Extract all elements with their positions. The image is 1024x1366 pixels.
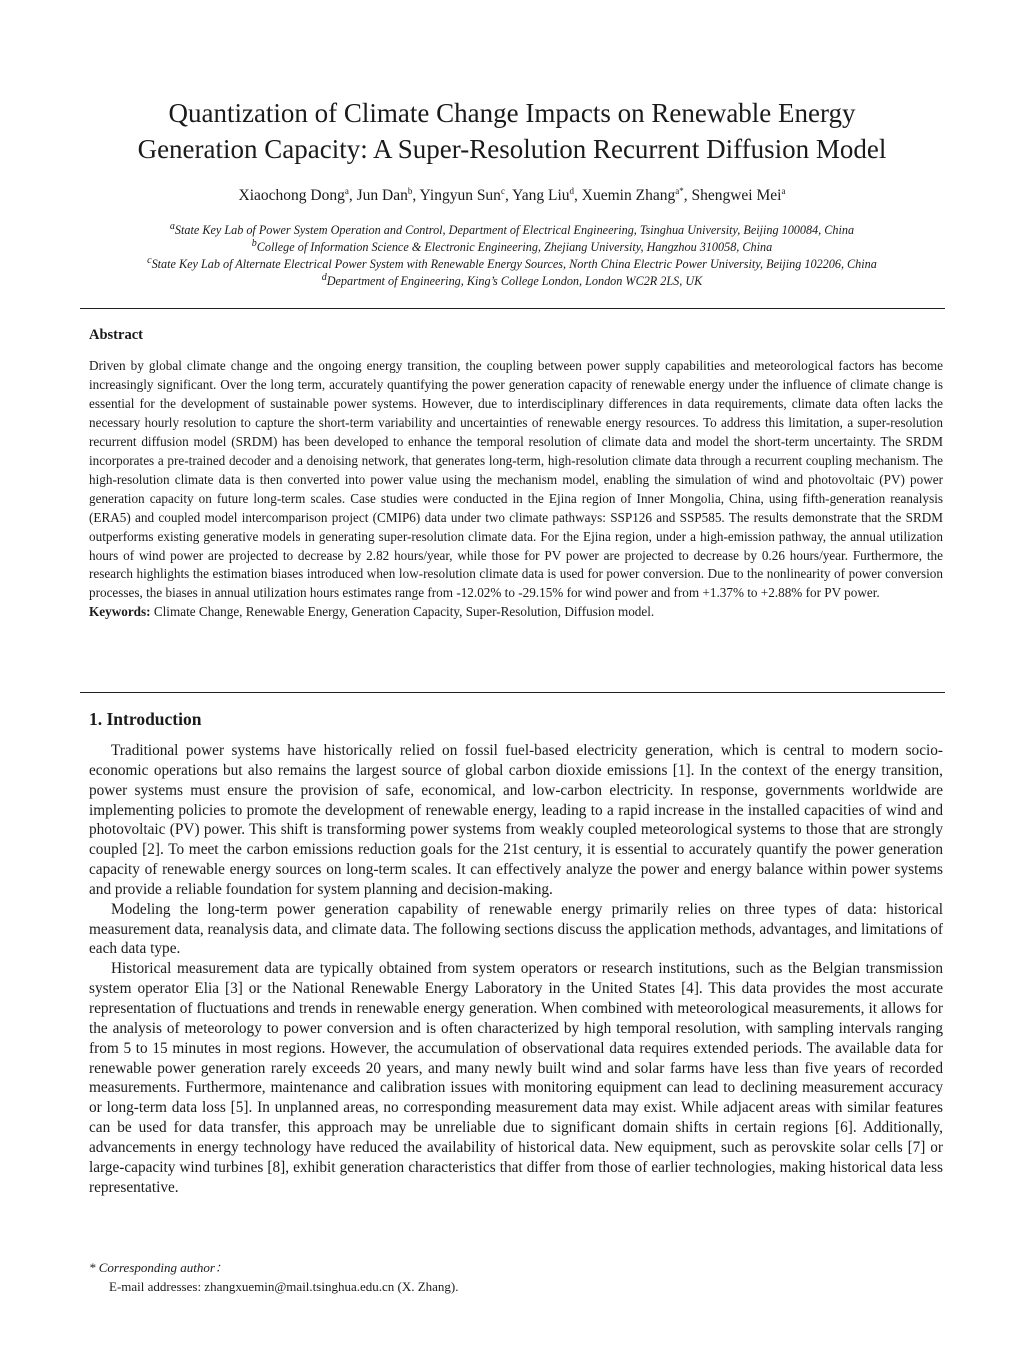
author: Yingyun Sun$^c$, [419, 185, 513, 204]
title-line-2: Generation Capacity: A Super-Resolution Recurrent Diffusion Model [137, 134, 887, 164]
footnote [89, 1258, 459, 1296]
keywords-line [89, 603, 943, 622]
affiliation-c: $^c$State Key Lab of Alternate Electrical Power System with Renewable Energy Sources, North China Electric Power University, Beijing 102206, China [147, 254, 877, 271]
paper-title [60, 95, 964, 167]
footnote-email: E-mail addresses: zhangxuemin@mail.tsinghua.edu.cn (X. Zhang). [109, 1279, 459, 1294]
footnote-label: * Corresponding author： [89, 1260, 228, 1275]
author: Xiaochong Dong$^a$, [238, 185, 357, 204]
affiliation-d: $^d$Department of Engineering, King’s College London, London WC2R 2LS, UK [321, 271, 703, 288]
section-heading-introduction: 1. Introduction [89, 709, 202, 729]
affiliation-b: $^b$College of Information Science & Electronic Engineering, Zhejiang University, Hangzhou 310058, China [251, 237, 773, 254]
author: Jun Dan$^b$, [356, 185, 420, 204]
author: Xuemin Zhang$^{a*}$, [581, 185, 692, 204]
abstract-heading: Abstract [89, 327, 143, 343]
author: Yang Liu$^d$, [512, 185, 582, 204]
divider-top [80, 308, 945, 309]
intro-paragraph: Modeling the long-term power generation capability of renewable energy primarily relies on three types of data: historical measurement data, reanalysis data, and climate data. The following sections discuss the application methods, advantages, and limitations of each data type. [89, 900, 943, 958]
intro-paragraph: Traditional power systems have historically relied on fossil fuel-based electricity generation, which is central to modern socio-economic operations but also remains the largest source of global carbon dioxide emissions [1]. In the context of the energy transition, power systems must ensure the provision of safe, economical, and low-carbon electricity. In response, governments worldwide are implementing policies to promote the development of renewable energy, leading to a rapid increase in the installed capacities of wind and photovoltaic (PV) power. This shift is transforming power systems from weakly coupled meteorological systems to those that are strongly coupled [2]. To meet the carbon emissions reduction goals for the 21st century, it is essential to accurately quantify the power generation capacity of renewable energy sources on long-term scales. It can effectively analyze the power and energy balance within power systems and provide a reliable foundation for system planning and decision-making. [89, 742, 943, 898]
intro-paragraph: Historical measurement data are typically obtained from system operators or research institutions, such as the Belgian transmission system operator Elia [3] or the National Renewable Energy Laboratory in the United States [4]. This data provides the most accurate representation of fluctuations and trends in renewable energy generation. When combined with meteorological measurements, it allows for the analysis of meteorology to power conversion and is often characterized by high temporal resolution, with sampling intervals ranging from 5 to 15 minutes in most regions. However, the accumulation of observational data requires extended periods. The available data for renewable power generation rarely exceeds 20 years, and many newly built wind and solar farms have less than five years of recorded measurements. Furthermore, maintenance and calibration issues with monitoring equipment can lead to declining measurement accuracy or long-term data loss [5]. In unplanned areas, no corresponding measurement data may exist. While adjacent areas with similar features can be used for data transfer, this approach may be unreliable due to significant domain shifts in certain regions [6]. Additionally, advancements in energy technology have reduced the availability of historical data. New equipment, such as perovskite solar cells [7] or large-capacity wind turbines [8], exhibit generation characteristics that differ from those of earlier technologies, making historical data less representative. [89, 960, 943, 1196]
introduction-body [89, 741, 943, 1197]
affiliations [40, 222, 984, 290]
divider-bottom [80, 692, 945, 693]
abstract-body [89, 357, 943, 622]
author-list [60, 186, 964, 206]
title-line-1: Quantization of Climate Change Impacts on Renewable Energy [168, 98, 856, 128]
abstract-text: Driven by global climate change and the ongoing energy transition, the coupling between power supply capabilities and meteorological factors has become increasingly significant. Over the long term, accurately quantifying the power generation capacity of renewable energy under the influence of climate change is essential for the development of sustainable power systems. However, due to interdisciplinary differences in data requirements, climate data often lacks the necessary hourly resolution to capture the short-term variability and uncertainties of renewable energy resources. To address this limitation, a super-resolution recurrent diffusion model (SRDM) has been developed to enhance the temporal resolution of climate data and model the short-term uncertainty. The SRDM incorporates a pre-trained decoder and a denoising network, that generates long-term, high-resolution climate data through a recurrent coupling mechanism. The high-resolution climate data is then converted into power value using the mechanism model, enabling the simulation of wind and photovoltaic (PV) power generation capacity on future long-term scales. Case studies were conducted in the Ejina region of Inner Mongolia, China, using fifth-generation reanalysis (ERA5) and coupled model intercomparison project (CMIP6) data under two climate pathways: SSP126 and SSP585. The results demonstrate that the SRDM outperforms existing generative models in generating super-resolution climate data. For the Ejina region, under a high-emission pathway, the annual utilization hours of wind power are projected to decrease by 2.82 hours/year, while those for PV power are projected to decrease by 0.26 hours/year. Furthermore, the research highlights the estimation biases introduced when low-resolution climate data is used for power conversion. Due to the nonlinearity of power conversion processes, the biases in annual utilization hours estimates range from -12.02% to -29.15% for wind power and from +1.37% to +2.88% for PV power. [89, 358, 943, 601]
keywords-label: Keywords: [89, 604, 151, 620]
keywords-text: Climate Change, Renewable Energy, Generation Capacity, Super-Resolution, Diffusion model. [153, 604, 655, 620]
author: Shengwei Mei$^a$ [691, 185, 786, 204]
affiliation-a: $^a$State Key Lab of Power System Operation and Control, Department of Electrical Engineering, Tsinghua University, Beijing 100084, China [169, 220, 855, 237]
